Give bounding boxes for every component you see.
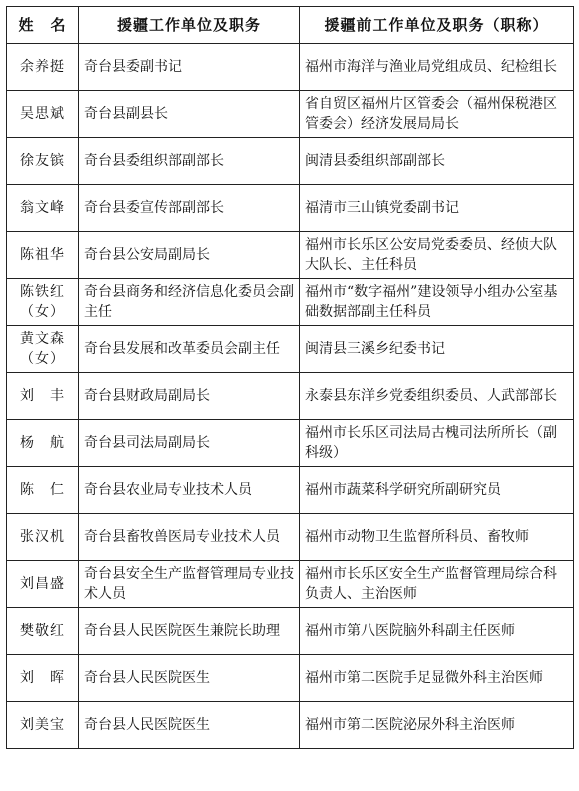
header-name: 姓 名	[7, 7, 79, 44]
cell-former-post: 闽清县三溪乡纪委书记	[300, 326, 574, 373]
table-header-row	[7, 7, 574, 44]
table-row	[7, 420, 574, 467]
cell-former-post: 福州市第二医院手足显微外科主治医师	[300, 655, 574, 702]
cell-xinjiang-post: 奇台县人民医院医生兼院长助理	[79, 608, 300, 655]
cell-xinjiang-post: 奇台县委副书记	[79, 44, 300, 91]
cell-xinjiang-post: 奇台县人民医院医生	[79, 702, 300, 749]
cell-xinjiang-post: 奇台县农业局专业技术人员	[79, 467, 300, 514]
cell-former-post: 闽清县委组织部副部长	[300, 138, 574, 185]
cell-former-post: 福州市长乐区司法局古槐司法所所长（副科级）	[300, 420, 574, 467]
table-row	[7, 91, 574, 138]
cell-name: 翁文峰	[7, 185, 79, 232]
cell-name: 樊敬红	[7, 608, 79, 655]
cell-former-post: 福州市第二医院泌尿外科主治医师	[300, 702, 574, 749]
cell-former-post: 福州市长乐区安全生产监督管理局综合科负责人、主治医师	[300, 561, 574, 608]
cell-name: 刘 丰	[7, 373, 79, 420]
table-row	[7, 655, 574, 702]
table-row	[7, 138, 574, 185]
table-row	[7, 373, 574, 420]
cell-name: 杨 航	[7, 420, 79, 467]
table-row	[7, 608, 574, 655]
cell-former-post: 省自贸区福州片区管委会（福州保税港区管委会）经济发展局局长	[300, 91, 574, 138]
cell-name: 刘昌盛	[7, 561, 79, 608]
cell-former-post: 福州市长乐区公安局党委委员、经侦大队大队长、主任科员	[300, 232, 574, 279]
cell-xinjiang-post: 奇台县畜牧兽医局专业技术人员	[79, 514, 300, 561]
cell-xinjiang-post: 奇台县委宣传部副部长	[79, 185, 300, 232]
cell-former-post: 福州市第八医院脑外科副主任医师	[300, 608, 574, 655]
header-former-post: 援疆前工作单位及职务（职称）	[300, 7, 574, 44]
cell-name: 张汉机	[7, 514, 79, 561]
cell-xinjiang-post: 奇台县司法局副局长	[79, 420, 300, 467]
table-row	[7, 561, 574, 608]
cell-name: 陈 仁	[7, 467, 79, 514]
cell-former-post: 福州市动物卫生监督所科员、畜牧师	[300, 514, 574, 561]
table-row	[7, 326, 574, 373]
cell-former-post: 福清市三山镇党委副书记	[300, 185, 574, 232]
table-row	[7, 185, 574, 232]
cell-name: 徐友镔	[7, 138, 79, 185]
cell-former-post: 福州市海洋与渔业局党组成员、纪检组长	[300, 44, 574, 91]
cell-name: 吴思斌	[7, 91, 79, 138]
cell-former-post: 福州市“数字福州”建设领导小组办公室基础数据部副主任科员	[300, 279, 574, 326]
cell-xinjiang-post: 奇台县委组织部副部长	[79, 138, 300, 185]
cell-name: 刘 晖	[7, 655, 79, 702]
cadre-roster-table	[6, 6, 574, 749]
table-row	[7, 467, 574, 514]
table-row	[7, 279, 574, 326]
cell-name: 刘美宝	[7, 702, 79, 749]
cell-xinjiang-post: 奇台县商务和经济信息化委员会副主任	[79, 279, 300, 326]
cell-xinjiang-post: 奇台县发展和改革委员会副主任	[79, 326, 300, 373]
table-row	[7, 514, 574, 561]
cell-xinjiang-post: 奇台县财政局副局长	[79, 373, 300, 420]
cell-xinjiang-post: 奇台县人民医院医生	[79, 655, 300, 702]
header-xinjiang-post: 援疆工作单位及职务	[79, 7, 300, 44]
cell-name: 陈铁红（女）	[7, 279, 79, 326]
cell-xinjiang-post: 奇台县安全生产监督管理局专业技术人员	[79, 561, 300, 608]
cell-name: 陈祖华	[7, 232, 79, 279]
cell-xinjiang-post: 奇台县公安局副局长	[79, 232, 300, 279]
cell-name: 余养挺	[7, 44, 79, 91]
cell-former-post: 永泰县东洋乡党委组织委员、人武部部长	[300, 373, 574, 420]
cell-xinjiang-post: 奇台县副县长	[79, 91, 300, 138]
cell-name: 黄文森（女）	[7, 326, 79, 373]
table-row	[7, 702, 574, 749]
cell-former-post: 福州市蔬菜科学研究所副研究员	[300, 467, 574, 514]
table-row	[7, 232, 574, 279]
table-row	[7, 44, 574, 91]
